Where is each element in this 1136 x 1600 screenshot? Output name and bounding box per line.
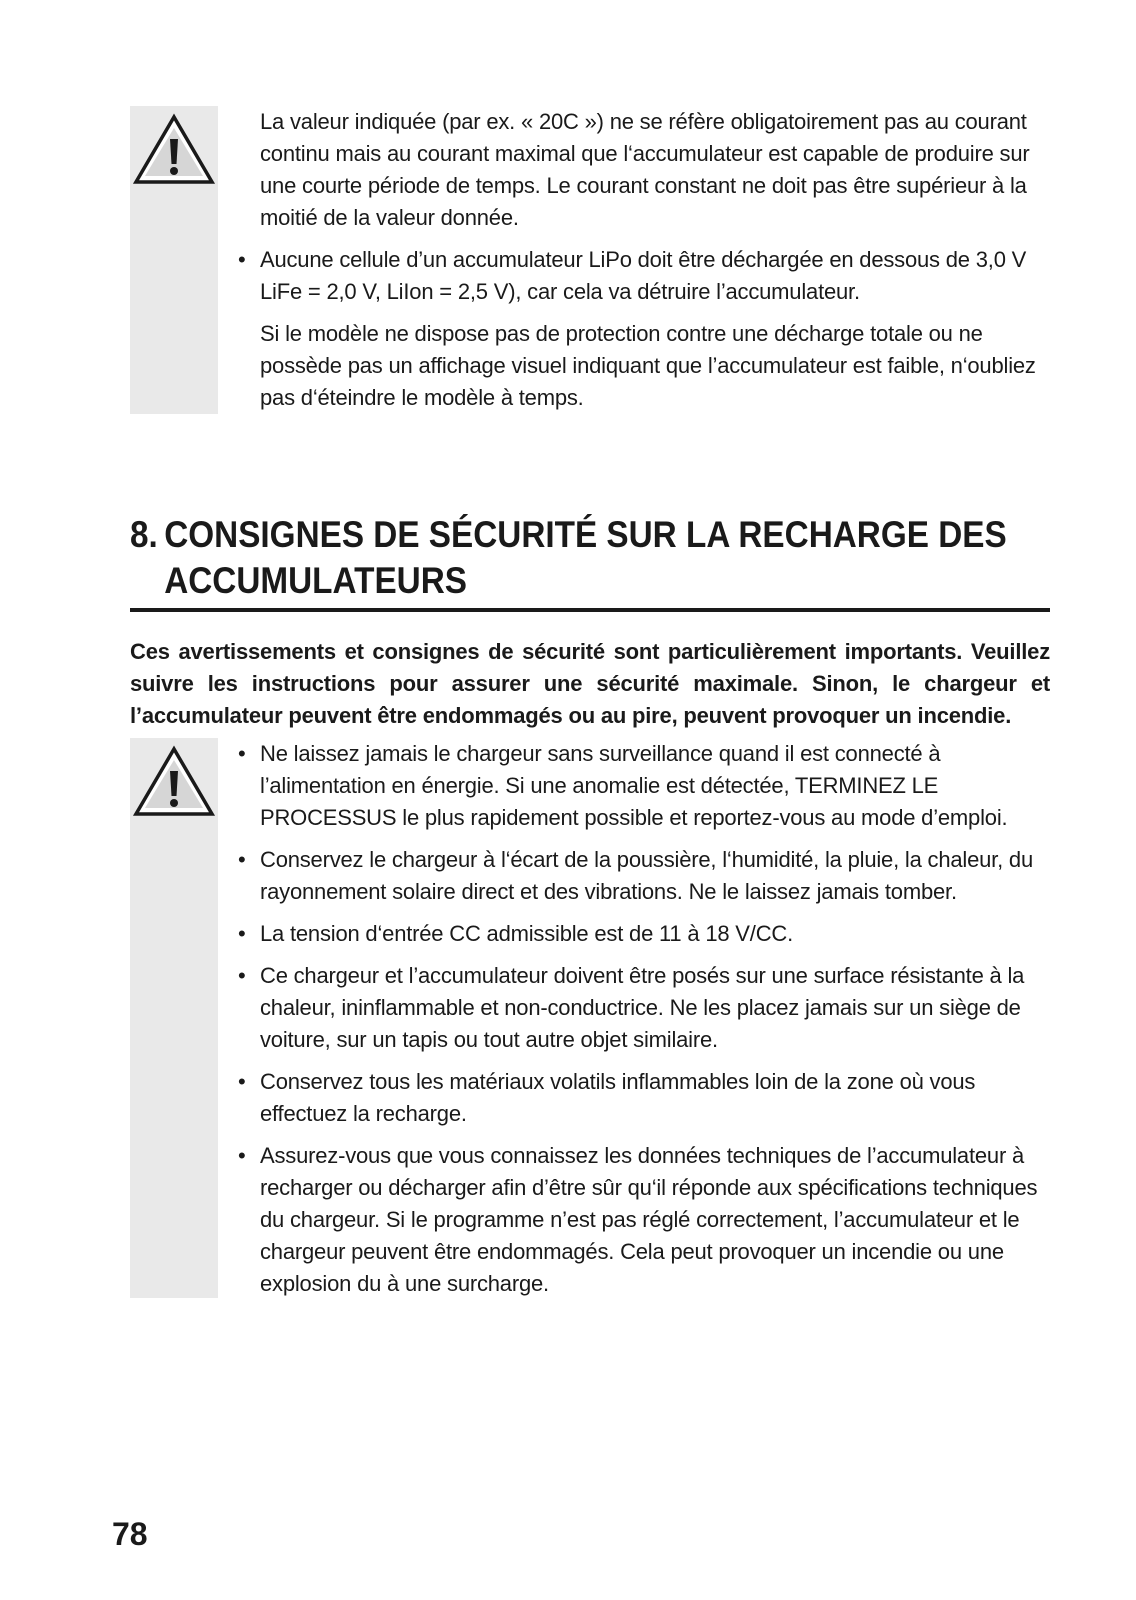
bottom-warning-text	[238, 738, 1050, 1300]
top-warning-block	[130, 106, 1050, 414]
bullet-text: Conservez tous les matériaux volatils inflammables loin de la zone où vous effectuez la recharge.	[260, 1069, 976, 1126]
warning-triangle-icon	[132, 744, 216, 818]
bullet-dot: •	[238, 963, 246, 988]
warning-bullet	[238, 244, 1050, 308]
section-title-line1: CONSIGNES DE SÉCURITÉ SUR LA RECHARGE DES	[164, 514, 1007, 555]
heading-rule	[130, 608, 1050, 612]
bullet-dot: •	[238, 921, 246, 946]
warning-strip	[130, 106, 218, 414]
bullet-text: Aucune cellule d’un accumulateur LiPo doit être déchargée en dessous de 3,0 V LiFe = 2,0 V, LiIon = 2,5 V), car cela va détruire l’accumulateur.	[260, 247, 1027, 304]
bullet-text: Ce chargeur et l’accumulateur doivent être posés sur une surface résistante à la chaleur, ininflammable et non-conductrice. Ne les placez jamais sur un siège de voiture, sur un tapis ou tout autre objet similaire.	[260, 963, 1025, 1052]
top-warning-text	[238, 106, 1050, 414]
bullet-dot: •	[238, 847, 246, 872]
warning-bullet	[238, 844, 1050, 908]
warning-bullet	[238, 918, 1050, 950]
page-number: 78	[112, 1516, 148, 1552]
section-intro: Ces avertissements et consignes de sécurité sont particulièrement importants. Veuillez suivre les instructions pour assurer une sécurité maximale. Sinon, le chargeur et l’accumulateur peuvent être endommagés ou au pire, peuvent provoquer un incendie.	[130, 639, 1050, 728]
warning-bullet	[238, 1066, 1050, 1130]
bullet-dot: •	[238, 1069, 246, 1094]
bullet-text: Conservez le chargeur à l‘écart de la poussière, l‘humidité, la pluie, la chaleur, du rayonnement solaire direct et des vibrations. Ne le laissez jamais tomber.	[260, 847, 1033, 904]
section-heading	[130, 512, 1050, 604]
bullet-dot: •	[238, 741, 246, 766]
section-title-line2: ACCUMULATEURS	[164, 560, 467, 601]
warning-strip	[130, 738, 218, 1298]
warning-triangle-icon	[132, 112, 216, 186]
section-number: 8.	[130, 514, 158, 555]
bullet-text: Ne laissez jamais le chargeur sans surveillance quand il est connecté à l’alimentation en énergie. Si une anomalie est détectée, TERMINEZ LE PROCESSUS le plus rapidement possible et reportez-vous au mode d’emploi.	[260, 741, 1008, 830]
warning-bullet	[238, 1140, 1050, 1300]
warning-paragraph: La valeur indiquée (par ex. « 20C ») ne se réfère obligatoirement pas au courant continu mais au courant maximal que l‘accumulateur est capable de produire sur une courte période de temps. Le courant constant ne doit pas être supérieur à la moitié de la valeur donnée.	[260, 109, 1030, 230]
bullet-dot: •	[238, 247, 246, 272]
bullet-text: La tension d‘entrée CC admissible est de 11 à 18 V/CC.	[260, 921, 793, 946]
bullet-text: Assurez-vous que vous connaissez les données techniques de l’accumulateur à recharger ou décharger afin d’être sûr qu‘il réponde aux spécifications techniques du chargeur. Si le programme n’est pas réglé correctement, l’accumulateur et le chargeur peuvent être endommagés. Cela peut provoquer un incendie ou une explosion du à une surcharge.	[260, 1143, 1038, 1296]
warning-paragraph: Si le modèle ne dispose pas de protection contre une décharge totale ou ne possède pas un affichage visuel indiquant que l’accumulateur est faible, n‘oubliez pas d‘éteindre le modèle à temps.	[260, 321, 1036, 410]
warning-bullet	[238, 960, 1050, 1056]
warning-bullet	[238, 738, 1050, 834]
bullet-dot: •	[238, 1143, 246, 1168]
bottom-warning-block	[130, 738, 1050, 1298]
